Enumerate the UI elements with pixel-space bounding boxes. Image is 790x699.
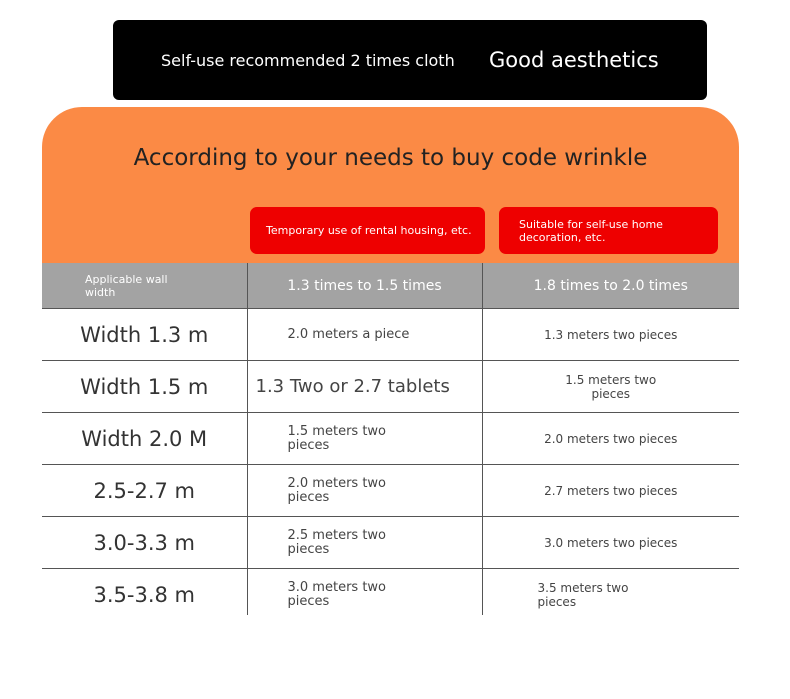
- column-header-wall-width: Applicable wall width: [42, 263, 247, 309]
- home-cell: 1.3 meters two pieces: [482, 309, 739, 361]
- size-table: [42, 263, 739, 615]
- home-cell: 2.7 meters two pieces: [482, 465, 739, 517]
- rental-cell: 2.5 meters two pieces: [247, 517, 482, 569]
- rental-option-badge: Temporary use of rental housing, etc.: [250, 207, 485, 254]
- top-banner: [113, 20, 707, 100]
- home-cell: 2.0 meters two pieces: [482, 413, 739, 465]
- table-row: [42, 361, 739, 413]
- table-row: [42, 413, 739, 465]
- table-row: [42, 465, 739, 517]
- size-guide-card: [42, 107, 739, 615]
- wall-width-cell: Width 2.0 M: [42, 413, 247, 465]
- size-guide-header: [42, 107, 739, 263]
- home-cell: 3.0 meters two pieces: [482, 517, 739, 569]
- table-row: [42, 517, 739, 569]
- rental-cell: 2.0 meters a piece: [247, 309, 482, 361]
- wall-width-cell: 3.0-3.3 m: [42, 517, 247, 569]
- wall-width-cell: Width 1.3 m: [42, 309, 247, 361]
- table-row: [42, 569, 739, 616]
- table-row: [42, 309, 739, 361]
- banner-aesthetics-text: Good aesthetics: [489, 48, 659, 72]
- home-option-badge: Suitable for self-use home decoration, etc.: [499, 207, 718, 254]
- rental-cell: 2.0 meters two pieces: [247, 465, 482, 517]
- table-header-row: [42, 263, 739, 309]
- wall-width-cell: 2.5-2.7 m: [42, 465, 247, 517]
- banner-recommendation-text: Self-use recommended 2 times cloth: [161, 51, 455, 70]
- rental-cell: 3.0 meters two pieces: [247, 569, 482, 616]
- home-cell: 1.5 meters two pieces: [482, 361, 739, 413]
- wall-width-cell: 3.5-3.8 m: [42, 569, 247, 616]
- column-header-rental: 1.3 times to 1.5 times: [247, 263, 482, 309]
- wall-width-cell: Width 1.5 m: [42, 361, 247, 413]
- rental-cell: 1.3 Two or 2.7 tablets: [247, 361, 482, 413]
- page-title: According to your needs to buy code wrinkle: [133, 145, 648, 171]
- rental-cell: 1.5 meters two pieces: [247, 413, 482, 465]
- home-cell: 3.5 meters two pieces: [482, 569, 739, 616]
- column-header-home: 1.8 times to 2.0 times: [482, 263, 739, 309]
